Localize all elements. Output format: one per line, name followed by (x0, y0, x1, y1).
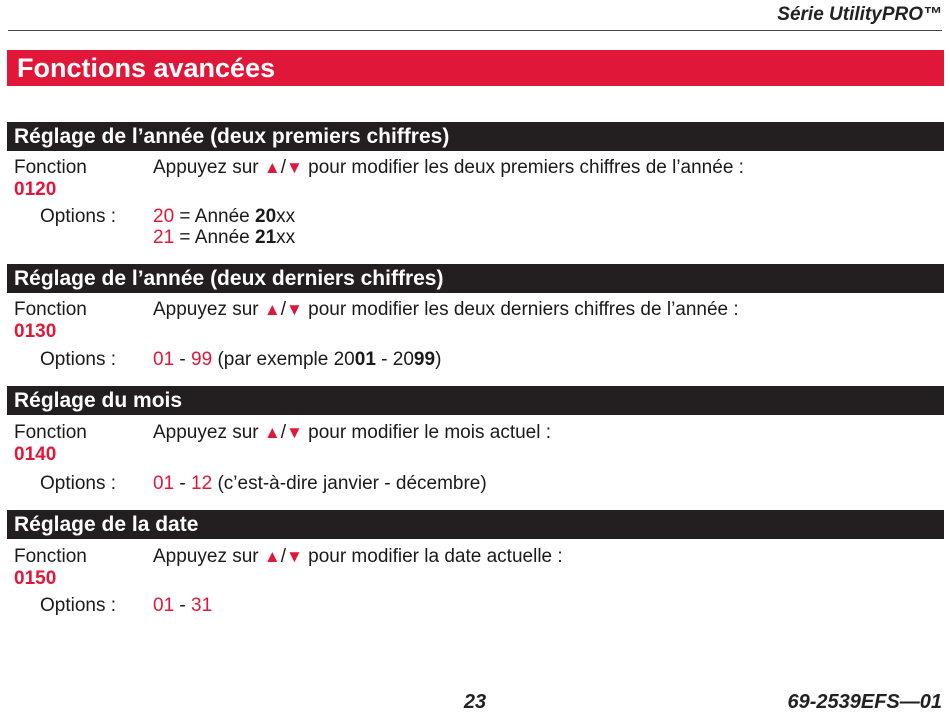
slash-text: / (280, 546, 287, 567)
function-code: 0120 (14, 179, 57, 200)
header-divider (8, 30, 942, 31)
description-tail: pour modifier le mois actuel : (308, 422, 552, 443)
function-code: 0150 (14, 568, 57, 589)
option-bold: 20 (255, 206, 277, 227)
description-tail: pour modifier les deux derniers chiffres de l’année : (308, 299, 739, 320)
press-text: Appuyez sur (153, 157, 259, 178)
function-description (153, 422, 551, 444)
option-rest: xx (276, 227, 296, 248)
option-range-start: 01 (153, 473, 175, 494)
function-description (153, 299, 739, 321)
option-line (153, 349, 441, 371)
up-arrow-icon: ▲ (263, 158, 281, 177)
option-rest: xx (276, 206, 296, 227)
option-range-start: 01 (153, 349, 175, 370)
option-text: Année (194, 206, 250, 227)
option-example-bold-2: 99 (413, 349, 436, 370)
slash-text: / (280, 157, 287, 178)
option-dash: - (179, 473, 186, 494)
down-arrow-icon: ▼ (286, 423, 303, 442)
press-text: Appuyez sur (153, 546, 259, 567)
function-label: Fonction (14, 157, 87, 178)
function-label: Fonction (14, 546, 87, 567)
section-heading-year-last-digits: Réglage de l’année (deux derniers chiffres) (7, 264, 944, 293)
down-arrow-icon: ▼ (286, 158, 303, 177)
function-description (153, 546, 563, 568)
option-line (153, 206, 295, 228)
section-heading-date: Réglage de la date (7, 510, 944, 539)
option-example-prefix: (par exemple 20 (217, 349, 355, 370)
option-line (153, 473, 487, 495)
down-arrow-icon: ▼ (286, 300, 303, 319)
up-arrow-icon: ▲ (263, 547, 281, 566)
options-label: Options : (40, 349, 117, 370)
option-value: 20 (153, 206, 175, 227)
option-dash: - (179, 349, 186, 370)
option-range-start: 01 (153, 595, 175, 616)
section-heading-month: Réglage du mois (7, 386, 944, 415)
option-text: Année (194, 227, 250, 248)
press-text: Appuyez sur (153, 422, 259, 443)
section-heading-year-first-digits: Réglage de l’année (deux premiers chiffres) (7, 122, 944, 151)
function-description (153, 157, 744, 179)
options-label: Options : (40, 473, 117, 494)
option-equals: = (179, 206, 191, 227)
page-number: 23 (463, 691, 487, 713)
option-equals: = (179, 227, 191, 248)
document-code: 69-2539EFS—01 (787, 691, 942, 713)
down-arrow-icon: ▼ (286, 547, 303, 566)
option-bold: 21 (255, 227, 277, 248)
function-label: Fonction (14, 422, 87, 443)
option-example-mid: - 20 (381, 349, 414, 370)
series-title: Série UtilityPRO™ (777, 4, 942, 25)
up-arrow-icon: ▲ (263, 300, 281, 319)
option-note: (c’est-à-dire janvier - décembre) (217, 473, 487, 494)
page-banner: Fonctions avancées (7, 50, 944, 86)
function-code: 0140 (14, 444, 57, 465)
slash-text: / (280, 299, 287, 320)
option-range-end: 12 (191, 473, 213, 494)
options-label: Options : (40, 206, 117, 227)
option-example-bold-1: 01 (354, 349, 376, 370)
option-value: 21 (153, 227, 175, 248)
option-range-end: 99 (191, 349, 213, 370)
option-dash: - (179, 595, 186, 616)
description-tail: pour modifier les deux premiers chiffres de l’année : (308, 157, 744, 178)
option-line (153, 595, 212, 617)
options-label: Options : (40, 595, 117, 616)
option-example-suffix: ) (435, 349, 442, 370)
description-tail: pour modifier la date actuelle : (308, 546, 563, 567)
up-arrow-icon: ▲ (263, 423, 281, 442)
function-code: 0130 (14, 321, 57, 342)
option-line (153, 227, 295, 249)
function-label: Fonction (14, 299, 87, 320)
option-range-end: 31 (191, 595, 213, 616)
press-text: Appuyez sur (153, 299, 259, 320)
slash-text: / (280, 422, 287, 443)
